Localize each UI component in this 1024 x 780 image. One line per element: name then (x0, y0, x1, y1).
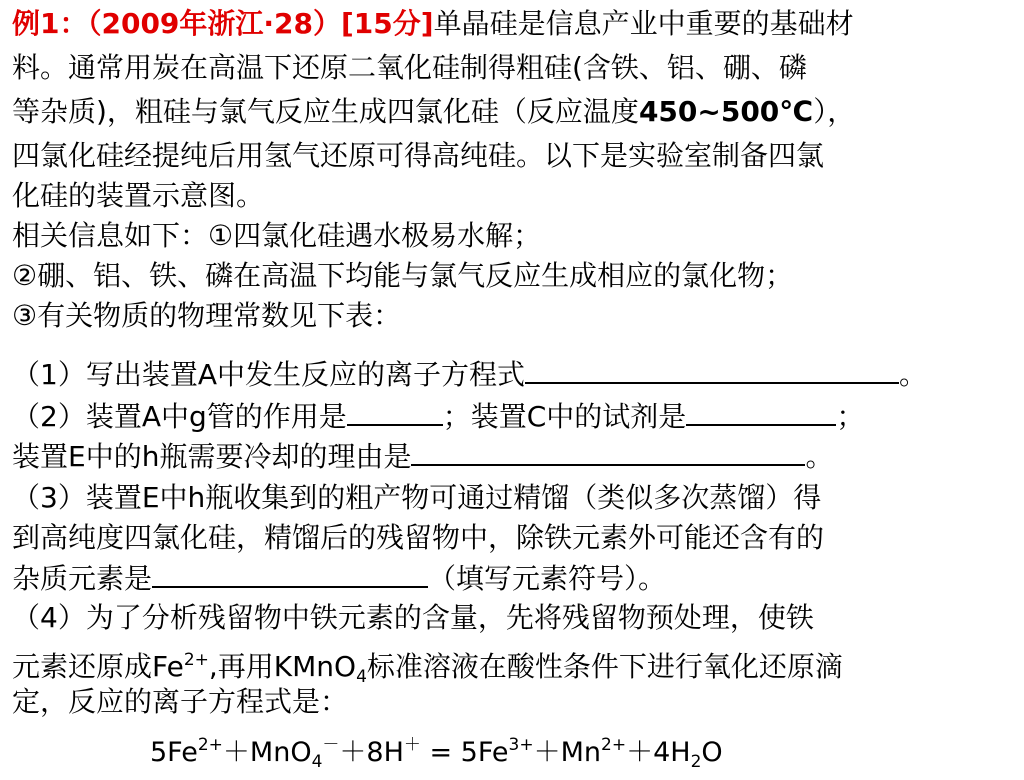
question-1-end: 。 (898, 358, 927, 391)
question-3-text-a: 杂质元素是 (12, 562, 153, 595)
answer-blank-2b[interactable] (686, 398, 836, 426)
kmno4-sub: 4 (356, 667, 367, 687)
intro-text-3c: ）， (813, 95, 856, 128)
intro-line-3 (12, 94, 1016, 130)
intro-line-1 (12, 6, 1016, 42)
question-3-line-3 (12, 560, 1016, 597)
question-2-line-1 (12, 398, 1016, 435)
ionic-equation (150, 727, 723, 780)
answer-blank-2c[interactable] (411, 438, 805, 466)
eq-mn2: ＋Mn (533, 737, 602, 768)
answer-blank-1[interactable] (525, 356, 899, 384)
intro-line-2: 料。通常用炭在高温下还原二氧化硅制得粗硅(含铁、铝、硼、磷 (12, 51, 807, 84)
eq-h2o: ＋4H (626, 737, 691, 768)
reaction-temperature: 450~500℃ (638, 95, 814, 128)
intro-text-1: 单晶硅是信息产业中重要的基础材 (433, 7, 854, 40)
question-1-text: （1）写出装置A中发生反应的离子方程式 (12, 358, 525, 391)
question-4-text-a: 元素还原成Fe (12, 650, 184, 683)
eq-mno4-charge: － (322, 735, 340, 755)
fe-charge-sup: 2+ (183, 650, 209, 670)
question-2-text-b: ；装置C中的试剂是 (442, 400, 687, 433)
question-2-text-a: （2）装置A中g管的作用是 (12, 400, 347, 433)
intro-line-5: 化硅的装置示意图。 (12, 179, 265, 212)
question-3-line-1: （3）装置E中h瓶收集到的粗产物可通过精馏（类似多次蒸馏）得 (12, 481, 822, 514)
question-4-line-1: （4）为了分析残留物中铁元素的含量，先将残留物预处理，使铁 (12, 601, 814, 634)
intro-text-3a: 等杂质)，粗硅与氯气反应生成四氯化硅（反应温度 (12, 95, 639, 128)
question-4-text-b: ,再用KMnO (208, 650, 357, 683)
eq-mno4-sub: 4 (311, 752, 323, 772)
answer-blank-2a[interactable] (347, 398, 443, 426)
eq-mno4: ＋MnO (222, 737, 312, 768)
intro-line-4: 四氯化硅经提纯后用氢气还原可得高纯硅。以下是实验室制备四氯 (12, 139, 825, 172)
info-line-2: ②硼、铝、铁、磷在高温下均能与氯气反应生成相应的氯化物； (12, 259, 794, 292)
question-4-text-c: 标准溶液在酸性条件下进行氧化还原滴 (366, 650, 843, 683)
eq-fe3-charge: 3+ (508, 735, 534, 755)
eq-h2o-sub: 2 (690, 752, 702, 772)
eq-h2o-o: O (701, 737, 723, 768)
answer-blank-3[interactable] (152, 560, 428, 588)
question-3-text-b: （填写元素符号）。 (428, 562, 667, 595)
question-2-text-e: 。 (805, 440, 834, 473)
eq-fe3: = 5Fe (420, 737, 509, 768)
info-line-1: 相关信息如下：①四氯化硅遇水极易水解； (12, 219, 542, 252)
eq-h-charge: ＋ (403, 735, 421, 755)
eq-fe2-charge: 2+ (197, 735, 223, 755)
eq-fe2: 5Fe (150, 737, 198, 768)
question-3-line-2: 到高纯度四氯化硅，精馏后的残留物中，除铁元素外可能还含有的 (12, 521, 825, 554)
question-4-line-3: 定，反应的离子方程式是： (12, 685, 349, 718)
eq-mn2-charge: 2+ (601, 735, 627, 755)
question-2-line-2 (12, 438, 1016, 475)
eq-h: ＋8H (339, 737, 404, 768)
info-line-3: ③有关物质的物理常数见下表： (12, 299, 402, 332)
question-1 (12, 356, 1016, 393)
example-tag: 例1：（2009年浙江·28）[15分] (12, 7, 434, 40)
question-2-text-d: 装置E中的h瓶需要冷却的理由是 (12, 440, 412, 473)
question-2-text-c: ； (836, 400, 865, 433)
